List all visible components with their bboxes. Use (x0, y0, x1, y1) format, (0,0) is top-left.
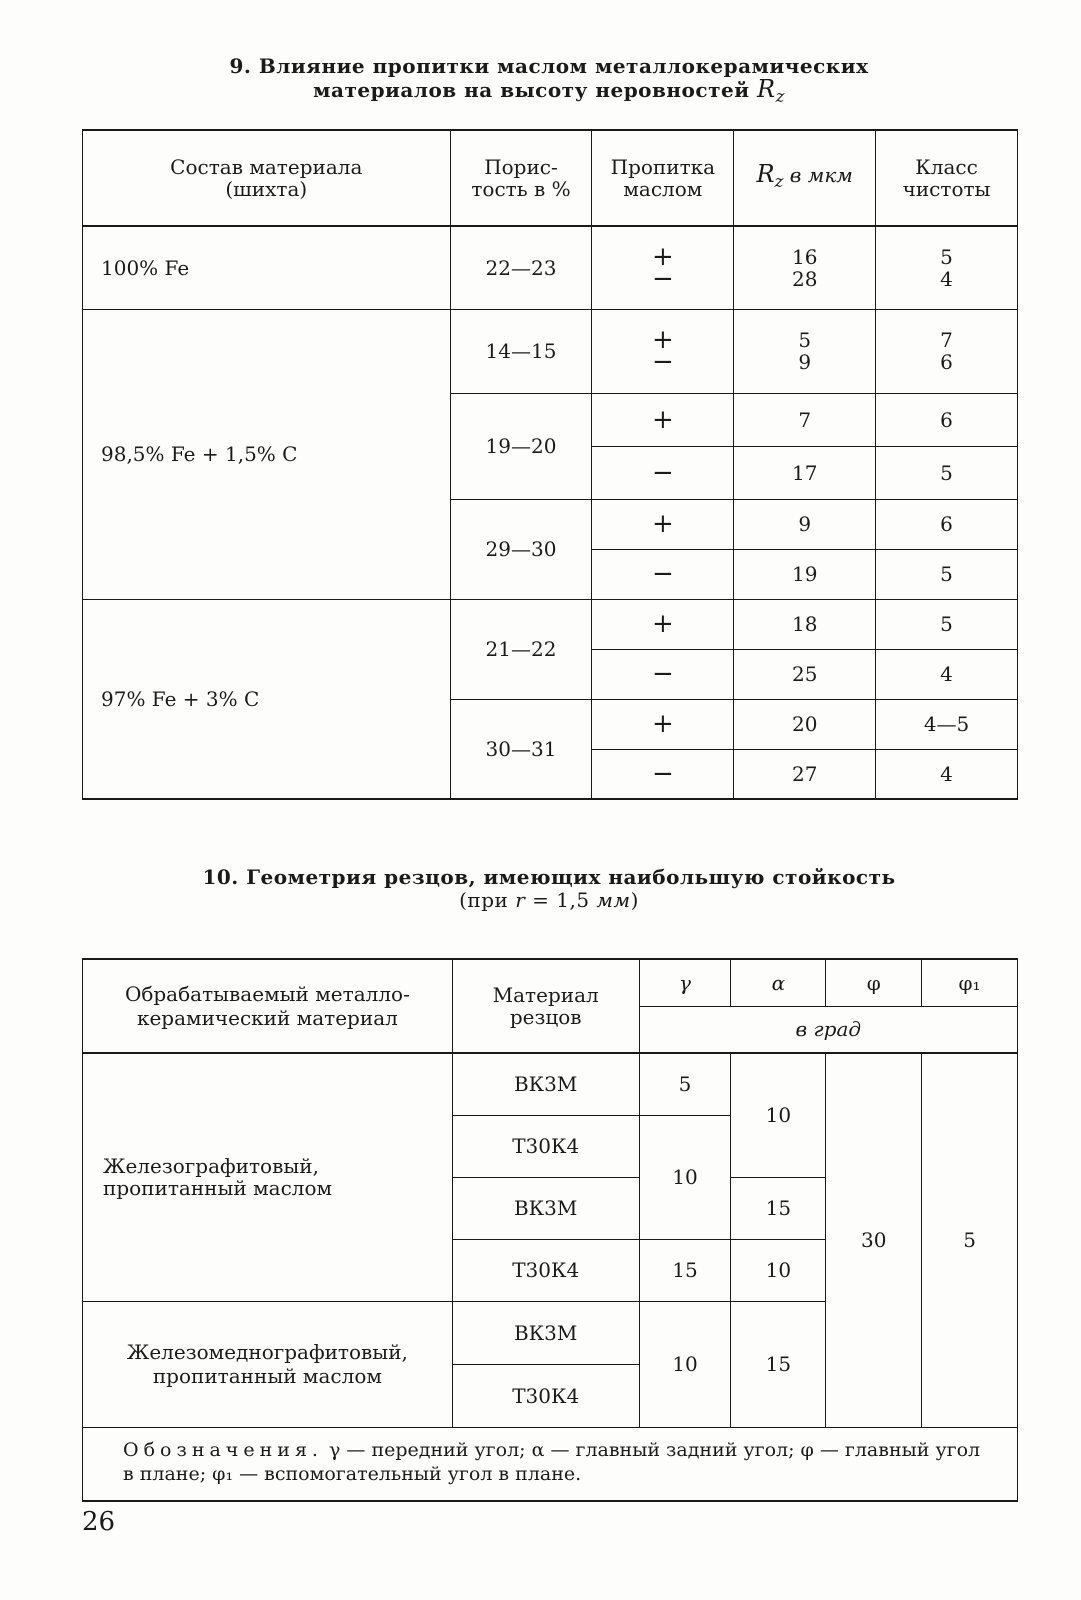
rz-cell: 19 (734, 549, 876, 599)
header-alpha: α (731, 959, 826, 1006)
header-material: Обрабатываемый металло-керамический материал (83, 959, 453, 1053)
impregnation-cell: + (592, 499, 734, 549)
header-composition: Состав материала (шихта) (83, 130, 451, 226)
porosity-cell: 22—23 (450, 226, 592, 309)
composition-cell: 98,5% Fe + 1,5% C (83, 309, 451, 599)
porosity-cell: 19—20 (450, 393, 592, 499)
table10 (82, 958, 1018, 1502)
material-cell: Железомеднографитовый, пропитанный маслом (83, 1301, 453, 1427)
material-cell: Железографитовый, пропитанный маслом (83, 1053, 453, 1301)
notation-note (83, 1427, 1018, 1501)
class-cell: 7 6 (876, 309, 1018, 393)
rz-cell: 9 (734, 499, 876, 549)
class-cell: 6 (876, 393, 1018, 446)
table9-header-row (83, 130, 1018, 226)
alpha-cell: 15 (731, 1301, 826, 1427)
class-cell: 5 (876, 599, 1018, 649)
class-cell: 4 (876, 749, 1018, 799)
class-cell: 6 (876, 499, 1018, 549)
table10-caption (80, 866, 1018, 912)
table10-caption-line2: (при r = 1,5 мм) (459, 888, 639, 912)
table10-caption-line1: 10. Геометрия резцов, имеющих наибольшую стойкость (202, 865, 896, 889)
tool-cell: ВК3М (452, 1053, 639, 1115)
alpha-cell: 10 (731, 1239, 826, 1301)
impregnation-cell: + − (592, 309, 734, 393)
rz-cell: 18 (734, 599, 876, 649)
gamma-cell: 10 (639, 1301, 731, 1427)
impregnation-cell: + (592, 599, 734, 649)
header-class: Класс чистоты (876, 130, 1018, 226)
class-cell: 5 (876, 446, 1018, 499)
page-number: 26 (82, 1507, 116, 1537)
phi-cell: 30 (826, 1053, 922, 1427)
porosity-cell: 30—31 (450, 699, 592, 799)
table9-caption-line1: 9. Влияние пропитки маслом металлокерамических (229, 54, 869, 78)
porosity-cell: 14—15 (450, 309, 592, 393)
tool-cell: ВК3М (452, 1177, 639, 1239)
tool-cell: Т30К4 (452, 1239, 639, 1301)
impregnation-cell: − (592, 749, 734, 799)
rz-cell: 25 (734, 649, 876, 699)
composition-cell: 97% Fe + 3% C (83, 599, 451, 799)
tool-cell: Т30К4 (452, 1364, 639, 1427)
impregnation-cell: − (592, 649, 734, 699)
alpha-cell: 10 (731, 1053, 826, 1177)
table-row (83, 309, 1018, 393)
rz-cell: 17 (734, 446, 876, 499)
impregnation-cell: + (592, 393, 734, 446)
porosity-cell: 29—30 (450, 499, 592, 599)
note-text: γ — передний угол; α — главный задний угол; φ — главный угол в плане; φ₁ — вспомогательный угол в плане. (123, 1438, 981, 1485)
table9-caption (80, 55, 1018, 108)
table-row (83, 1053, 1018, 1115)
header-porosity: Порис-тость в % (450, 130, 592, 226)
class-cell: 4—5 (876, 699, 1018, 749)
porosity-cell: 21—22 (450, 599, 592, 699)
rz-cell: 5 9 (734, 309, 876, 393)
header-phi1: φ₁ (922, 959, 1018, 1006)
header-gamma: γ (639, 959, 731, 1006)
table9-caption-line2: материалов на высоту неровностей $R_z$ (313, 75, 785, 106)
impregnation-cell: + (592, 699, 734, 749)
phi1-cell: 5 (922, 1053, 1018, 1427)
header-unit: в град (639, 1006, 1017, 1053)
rz-cell: 16 28 (734, 226, 876, 309)
header-tool: Материал резцов (452, 959, 639, 1053)
table9 (82, 129, 1018, 800)
table-row (83, 599, 1018, 649)
impregnation-cell: − (592, 446, 734, 499)
composition-cell: 100% Fe (83, 226, 451, 309)
class-cell: 4 (876, 649, 1018, 699)
gamma-cell: 5 (639, 1053, 731, 1115)
gamma-cell: 10 (639, 1115, 731, 1239)
class-cell: 5 4 (876, 226, 1018, 309)
note-label: Обозначения. (123, 1438, 323, 1461)
table-row (83, 226, 1018, 309)
class-cell: 5 (876, 549, 1018, 599)
table10-header-row (83, 959, 1018, 1006)
rz-cell: 27 (734, 749, 876, 799)
gamma-cell: 15 (639, 1239, 731, 1301)
impregnation-cell: + − (592, 226, 734, 309)
rz-cell: 20 (734, 699, 876, 749)
tool-cell: Т30К4 (452, 1115, 639, 1177)
impregnation-cell: − (592, 549, 734, 599)
alpha-cell: 15 (731, 1177, 826, 1239)
header-rz: $R_z$ в мкм (734, 130, 876, 226)
rz-cell: 7 (734, 393, 876, 446)
note-row (83, 1427, 1018, 1501)
header-impregnation: Пропитка маслом (592, 130, 734, 226)
tool-cell: ВК3М (452, 1301, 639, 1364)
header-phi: φ (826, 959, 922, 1006)
